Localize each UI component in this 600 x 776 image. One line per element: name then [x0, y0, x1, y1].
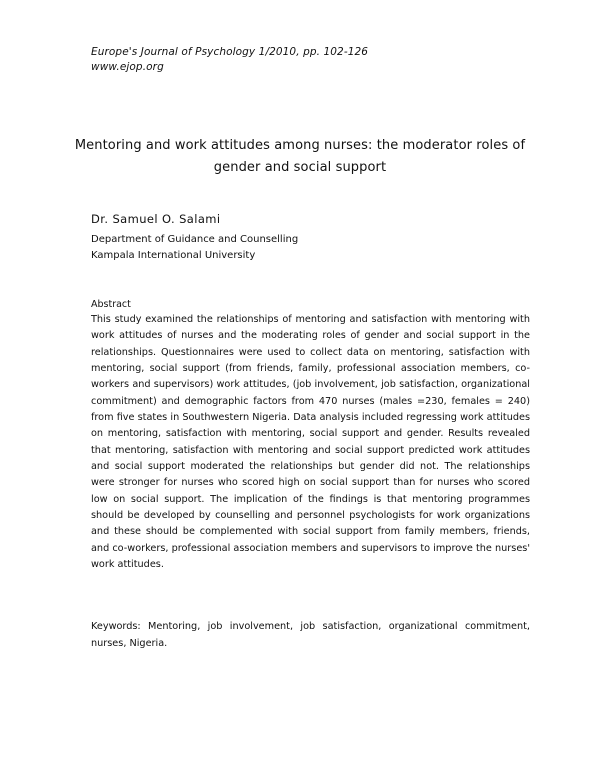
journal-citation: Europe's Journal of Psychology 1/2010, pp. 102-126	[91, 46, 369, 58]
author-block	[91, 211, 511, 264]
abstract-section	[91, 298, 530, 574]
article-title: Mentoring and work attitudes among nurses: the moderator roles of gender and social support	[74, 138, 526, 175]
keywords-line: Keywords: Mentoring, job involvement, job satisfaction, organizational commitment, nurses, Nigeria.	[91, 621, 530, 649]
author-department: Department of Guidance and Counselling	[91, 234, 299, 245]
abstract-body: This study examined the relationships of mentoring and satisfaction with mentoring with work attitudes of nurses and the moderating roles of gender and social support in the relationships. Questionnaires were used to collect data on mentoring, satisfaction with mentoring, social support (from friends, family, professional association members, co-workers and supervisors) work attitudes, (job involvement, job satisfaction, organizational commitment) and demographic factors from 470 nurses (males =230, females = 240) from five states in Southwestern Nigeria. Data analysis included regressing work attitudes on mentoring, satisfaction with mentoring, social support and gender. Results revealed that mentoring, satisfaction with mentoring and social support predicted work attitudes and social support moderated the relationships but gender did not. The relationships were stronger for nurses who scored high on social support than for nurses who scored low on social support. The implication of the findings is that mentoring programmes should be developed by counselling and personnel psychologists for work organizations and these should be complemented with social support from family members, friends, and co-workers, professional association members and supervisors to improve the nurses' work attitudes.	[91, 314, 530, 571]
author-university: Kampala International University	[91, 250, 256, 261]
journal-website: www.ejop.org	[91, 61, 164, 73]
author-name: Dr. Samuel O. Salami	[91, 212, 221, 226]
abstract-heading: Abstract	[91, 299, 131, 310]
journal-header	[91, 45, 368, 75]
